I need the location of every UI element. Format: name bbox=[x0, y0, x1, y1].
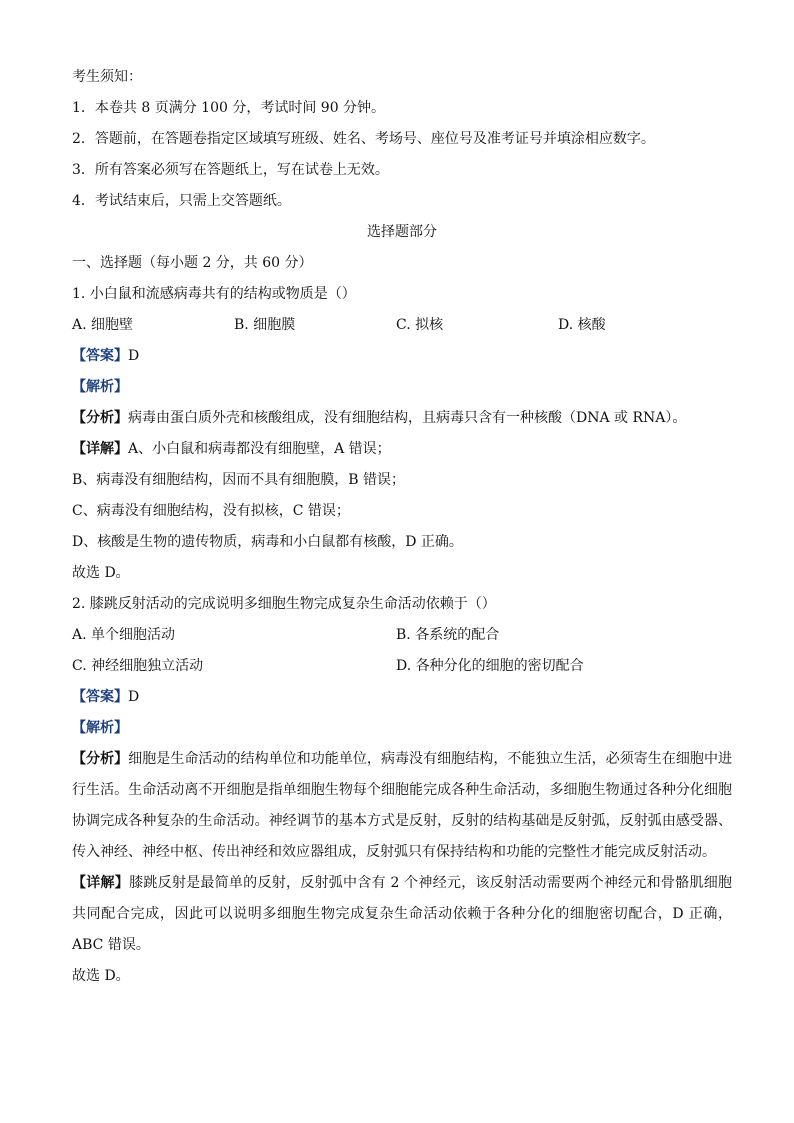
q1-xiangjie-3: C、病毒没有细胞结构，没有拟核，C 错误； bbox=[72, 503, 350, 519]
q2-analysis-tag bbox=[72, 713, 732, 744]
notice-item-1: 1．本卷共 8 页满分 100 分，考试时间 90 分钟。 bbox=[72, 100, 386, 116]
q2-option-d: D. 各种分化的细胞的密切配合 bbox=[396, 658, 584, 674]
q1-option-c: C. 拟核 bbox=[396, 317, 444, 333]
q1-analysis-label: 【解析】 bbox=[72, 379, 128, 395]
section-title: 选择题部分 bbox=[367, 224, 437, 240]
q2-stem: 2. 膝跳反射活动的完成说明多细胞生物完成复杂生命活动依赖于（） bbox=[72, 596, 496, 612]
q2-fenxi bbox=[72, 744, 732, 868]
notice-heading: 考生须知： bbox=[72, 69, 142, 85]
q1-stem: 1. 小白鼠和流感病毒共有的结构或物质是（） bbox=[72, 286, 356, 302]
notice-item-2: 2．答题前，在答题卷指定区域填写班级、姓名、考场号、座位号及准考证号并填涂相应数字。 bbox=[72, 131, 655, 147]
q2-fenxi-text: 细胞是生命活动的结构单位和功能单位，病毒没有细胞结构，不能独立生活，必须寄生在细胞中进行生活。生命活动离不开细胞是指单细胞生物每个细胞能完成各种生命活动，多细胞生物通过各种分化细胞协调完成各种复杂的生命活动。神经调节的基本方式是反射，反射的结构基础是反射弧，反射弧由感受器、传入神经、神经中枢、传出神经和效应器组成，反射弧只有保持结构和功能的完整性才能完成反射活动。 bbox=[72, 751, 733, 860]
q2-option-c: C. 神经细胞独立活动 bbox=[72, 658, 204, 674]
q2-answer bbox=[72, 682, 732, 713]
q1-option-d: D. 核酸 bbox=[558, 317, 606, 333]
q2-xiangjie bbox=[72, 868, 732, 961]
q2-answer-tag: 【答案】 bbox=[72, 689, 128, 705]
q2-xiangjie-text: 膝跳反射是最简单的反射，反射弧中含有 2 个神经元，该反射活动需要两个神经元和骨骼肌细胞共同配合完成，因此可以说明多细胞生物完成复杂生命活动依赖于各种分化的细胞密切配合，D 正确，ABC 错误。 bbox=[72, 875, 732, 953]
q2-option-b: B. 各系统的配合 bbox=[396, 627, 500, 643]
q1-xiangjie-2: B、病毒没有细胞结构，因而不具有细胞膜，B 错误； bbox=[72, 472, 406, 488]
document-page bbox=[72, 62, 732, 992]
q2-fenxi-tag: 【分析】 bbox=[72, 751, 129, 767]
q1-conclusion: 故选 D。 bbox=[72, 565, 130, 581]
q1-options bbox=[72, 310, 732, 341]
q1-analysis-tag bbox=[72, 372, 732, 403]
q2-conclusion: 故选 D。 bbox=[72, 968, 130, 984]
q1-answer-tag: 【答案】 bbox=[72, 348, 128, 364]
notice-item-4: 4．考试结束后，只需上交答题纸。 bbox=[72, 193, 291, 209]
q2-xiangjie-tag: 【详解】 bbox=[72, 875, 130, 891]
q2-options-row-1 bbox=[72, 620, 732, 651]
q1-xiangjie-1 bbox=[72, 434, 732, 465]
q2-option-a: A. 单个细胞活动 bbox=[72, 627, 176, 643]
q1-xiangjie-4: D、核酸是生物的遗传物质，病毒和小白鼠都有核酸，D 正确。 bbox=[72, 534, 463, 550]
q1-xiangjie-tag: 【详解】 bbox=[72, 441, 128, 457]
q1-xiangjie-text-1: A、小白鼠和病毒都没有细胞壁，A 错误； bbox=[128, 441, 391, 457]
q2-options-row-2 bbox=[72, 651, 732, 682]
part-heading: 一、选择题（每小题 2 分，共 60 分） bbox=[72, 255, 313, 271]
notice-item-3: 3．所有答案必须写在答题纸上，写在试卷上无效。 bbox=[72, 162, 389, 178]
q1-fenxi bbox=[72, 403, 732, 434]
q2-answer-value: D bbox=[128, 689, 140, 705]
q1-fenxi-text: 病毒由蛋白质外壳和核酸组成，没有细胞结构，且病毒只含有一种核酸（DNA 或 RNA）。 bbox=[128, 410, 687, 426]
q2-analysis-label: 【解析】 bbox=[72, 720, 128, 736]
q1-answer-value: D bbox=[128, 348, 140, 364]
q1-option-a: A. 细胞壁 bbox=[72, 317, 134, 333]
q1-fenxi-tag: 【分析】 bbox=[72, 410, 128, 426]
q1-option-b: B. 细胞膜 bbox=[234, 317, 296, 333]
q1-answer bbox=[72, 341, 732, 372]
